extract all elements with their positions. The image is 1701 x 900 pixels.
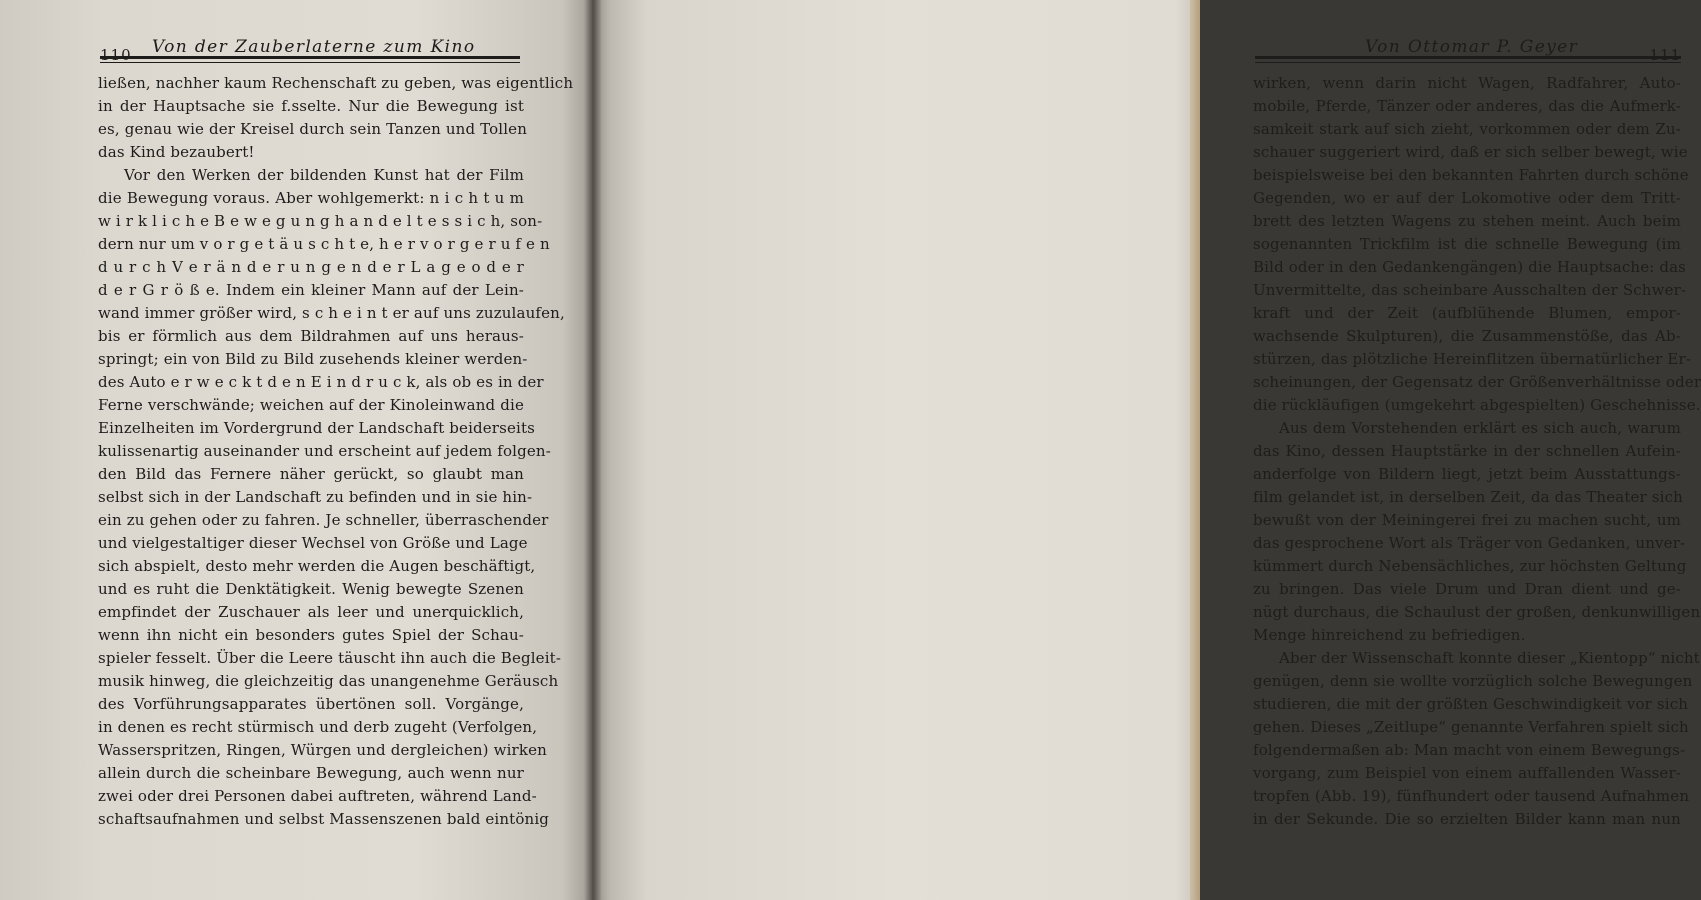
text-line: Wasserspritzen, Ringen, Würgen und dergleichen) wirken [98, 741, 547, 759]
text-line: studieren, die mit der größten Geschwindigkeit vor sich [1253, 695, 1689, 713]
text-line: in denen es recht stürmisch und derb zugeht (Verfolgen, [98, 718, 538, 736]
text-line: bis er förmlich aus dem Bildrahmen auf uns heraus- [98, 327, 524, 345]
book-gutter [584, 0, 602, 900]
text-line: w i r k l i c h e B e w e g u n g h a n d e l t e s s i c h, son- [98, 212, 543, 230]
text-line: zu bringen. Das viele Drum und Dran dient und ge- [1253, 580, 1681, 598]
text-line: beispielsweise bei den bekannten Fahrten durch schöne [1253, 166, 1689, 184]
text-line: brett des letzten Wagens zu stehen meint. Auch beim [1253, 212, 1681, 230]
right-page-number: 111 [1649, 46, 1681, 64]
left-page [0, 0, 592, 900]
text-line: musik hinweg, die gleichzeitig das unangenehme Geräusch [98, 672, 559, 690]
text-line: dern nur um v o r g e t ä u s c h t e, h e r v o r g e r u f e n [98, 235, 550, 253]
text-line: in der Sekunde. Die so erzielten Bilder kann man nun [1253, 810, 1681, 828]
text-line: und vielgestaltiger dieser Wechsel von Größe und Lage [98, 534, 528, 552]
text-line: folgendermaßen ab: Man macht von einem Bewegungs- [1253, 741, 1686, 759]
text-line: Einzelheiten im Vordergrund der Landschaft beiderseits [98, 419, 535, 437]
text-line: Ferne verschwände; weichen auf der Kinoleinwand die [98, 396, 524, 414]
text-line: genügen, denn sie wollte vorzüglich solche Bewegungen [1253, 672, 1693, 690]
right-page [592, 0, 1701, 900]
text-line: das Kind bezaubert! [98, 143, 255, 161]
page-edge [1190, 0, 1200, 900]
text-line: ließen, nachher kaum Rechenschaft zu geben, was eigentlich [98, 74, 574, 92]
text-line: Vor den Werken der bildenden Kunst hat der Film [124, 166, 524, 184]
left-running-head: Von der Zauberlaterne zum Kino [152, 37, 476, 57]
text-line: wenn ihn nicht ein besonders gutes Spiel der Schau- [98, 626, 524, 644]
text-line: d e r G r ö ß e. Indem ein kleiner Mann auf der Lein- [98, 281, 524, 299]
text-line: bewußt von der Meiningerei frei zu machen sucht, um [1253, 511, 1681, 529]
text-line: springt; ein von Bild zu Bild zusehends kleiner werden- [98, 350, 528, 368]
text-line: ein zu gehen oder zu fahren. Je schneller, überraschender [98, 511, 549, 529]
text-line: selbst sich in der Landschaft zu befinden und in sie hin- [98, 488, 533, 506]
text-line: nügt durchaus, die Schaulust der großen, denkunwilligen [1253, 603, 1701, 621]
right-header-rule-thin [1255, 62, 1681, 63]
text-line: spieler fesselt. Über die Leere täuscht ihn auch die Begleit- [98, 649, 562, 667]
right-page-header [1255, 34, 1681, 64]
text-line: das Kino, dessen Hauptstärke in der schnellen Aufein- [1253, 442, 1681, 460]
text-line: des Auto e r w e c k t d e n E i n d r u c k, als ob es in der [98, 373, 544, 391]
text-line: sich abspielt, desto mehr werden die Augen beschäftigt, [98, 557, 536, 575]
text-line: schauer suggeriert wird, daß er sich selber bewegt, wie [1253, 143, 1688, 161]
text-line: Bild oder in den Gedankengängen) die Hauptsache: das [1253, 258, 1687, 276]
text-line: wachsende Skulpturen), die Zusammenstöße, das Ab- [1253, 327, 1681, 345]
text-line: die Bewegung voraus. Aber wohlgemerkt: n i c h t u m [98, 189, 524, 207]
text-line: Gegenden, wo er auf der Lokomotive oder dem Tritt- [1253, 189, 1681, 207]
right-header-rule-thick [1255, 56, 1681, 59]
text-line: vorgang, zum Beispiel von einem auffallenden Wasser- [1253, 764, 1681, 782]
text-line: empfindet der Zuschauer als leer und unerquicklich, [98, 603, 524, 621]
text-line: samkeit stark auf sich zieht, vorkommen oder dem Zu- [1253, 120, 1681, 138]
text-line: Aus dem Vorstehenden erklärt es sich auch, warum [1279, 419, 1681, 437]
text-line: film gelandet ist, in derselben Zeit, da das Theater sich [1253, 488, 1683, 506]
text-line: die rückläufigen (umgekehrt abgespielten) Geschehnisse. [1253, 396, 1701, 414]
text-line: anderfolge von Bildern liegt, jetzt beim Ausstattungs- [1253, 465, 1681, 483]
left-page-header [100, 34, 520, 64]
text-line: tropfen (Abb. 19), fünfhundert oder tausend Aufnahmen [1253, 787, 1690, 805]
text-line: das gesprochene Wort als Träger von Gedanken, unver- [1253, 534, 1686, 552]
text-line: schaftsaufnahmen und selbst Massenszenen bald eintönig [98, 810, 550, 828]
text-line: kümmert durch Nebensächliches, zur höchsten Geltung [1253, 557, 1687, 575]
right-page-text [1253, 72, 1701, 831]
text-line: kraft und der Zeit (aufblühende Blumen, empor- [1253, 304, 1681, 322]
left-page-number: 110 [100, 46, 132, 64]
text-line: stürzen, das plötzliche Hereinflitzen übernatürlicher Er- [1253, 350, 1692, 368]
text-line: Unvermittelte, das scheinbare Ausschalten der Schwer- [1253, 281, 1687, 299]
right-running-head: Von Ottomar P. Geyer [1365, 37, 1579, 57]
text-line: es, genau wie der Kreisel durch sein Tanzen und Tollen [98, 120, 528, 138]
left-page-text [98, 72, 574, 831]
left-header-rule-thin [100, 62, 520, 63]
text-line: scheinungen, der Gegensatz der Größenverhältnisse oder [1253, 373, 1701, 391]
text-line: den Bild das Fernere näher gerückt, so glaubt man [98, 465, 524, 483]
left-header-rule-thick [100, 56, 520, 59]
text-line: Menge hinreichend zu befriedigen. [1253, 626, 1526, 644]
text-line: allein durch die scheinbare Bewegung, auch wenn nur [98, 764, 524, 782]
text-line: wirken, wenn darin nicht Wagen, Radfahrer, Auto- [1253, 74, 1681, 92]
text-line: wand immer größer wird, s c h e i n t er auf uns zuzulaufen, [98, 304, 565, 322]
text-line: mobile, Pferde, Tänzer oder anderes, das die Aufmerk- [1253, 97, 1681, 115]
text-line: des Vorführungsapparates übertönen soll. Vorgänge, [98, 695, 524, 713]
text-line: gehen. Dieses „Zeitlupe“ genannte Verfahren spielt sich [1253, 718, 1689, 736]
text-line: sogenannten Trickfilm ist die schnelle Bewegung (im [1253, 235, 1681, 253]
text-line: zwei oder drei Personen dabei auftreten, während Land- [98, 787, 537, 805]
text-line: in der Hauptsache sie f.sselte. Nur die Bewegung ist [98, 97, 524, 115]
text-line: d u r c h V e r ä n d e r u n g e n d e r L a g e o d e r [98, 258, 524, 276]
text-line: und es ruht die Denktätigkeit. Wenig bewegte Szenen [98, 580, 524, 598]
text-line: kulissenartig auseinander und erscheint auf jedem folgen- [98, 442, 551, 460]
text-line: Aber der Wissenschaft konnte dieser „Kientopp“ nicht [1279, 649, 1700, 667]
